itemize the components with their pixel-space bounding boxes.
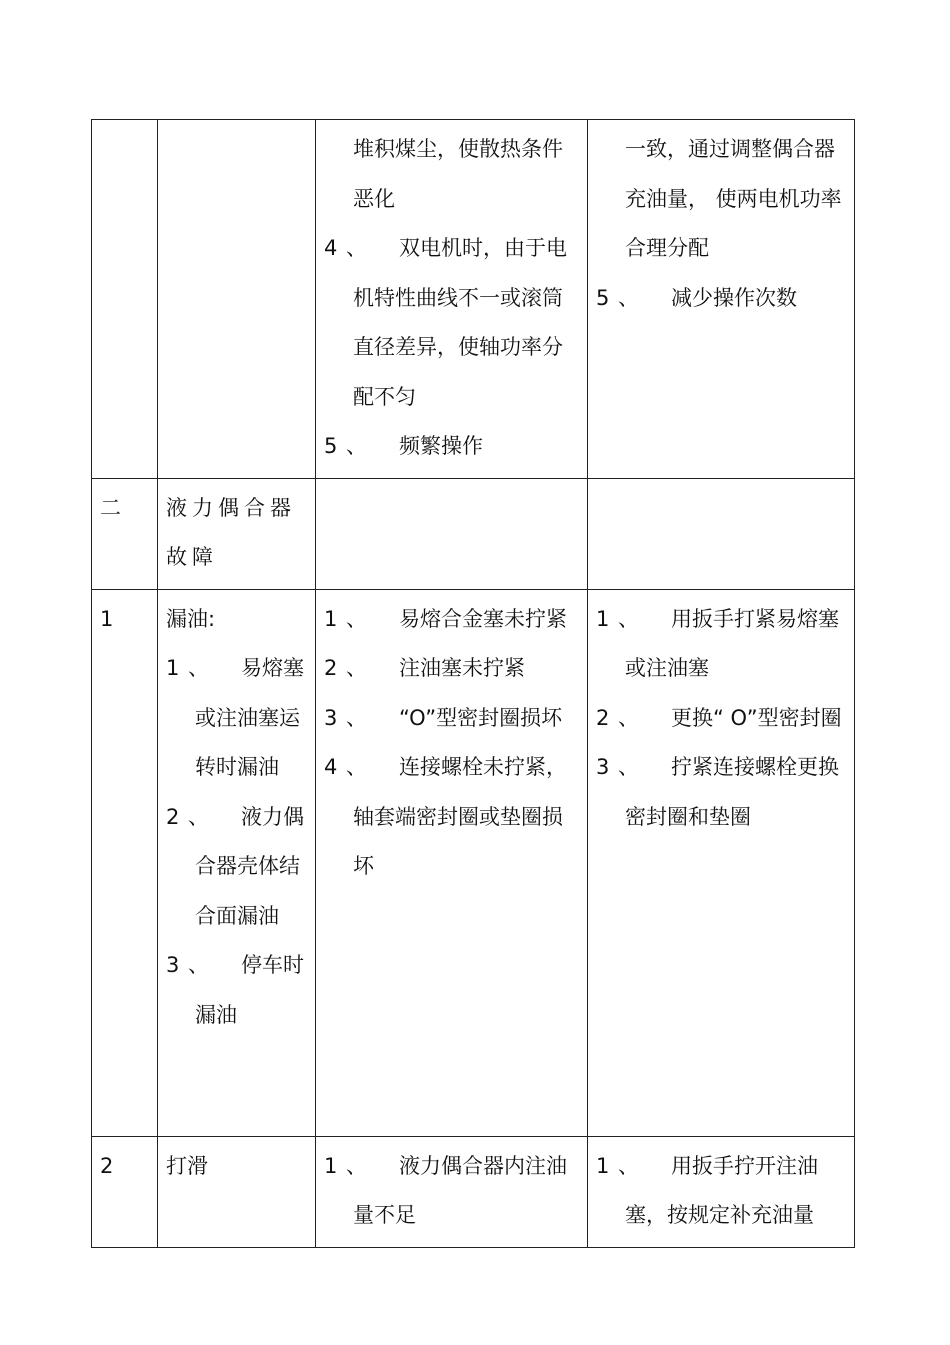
entry-number: 5 [324, 434, 338, 458]
cell-no: 2 [92, 1136, 158, 1247]
entry-separator: 、 [188, 804, 209, 829]
entry-text: 拧紧连接螺栓更换密封圈和垫圈 [625, 755, 839, 829]
entry-text: 易熔塞或注油塞运转时漏油 [195, 656, 304, 779]
entry-number: 1 [596, 606, 610, 631]
cell-item [158, 589, 316, 1136]
cell-cause [316, 1136, 588, 1247]
entry-number: 1 [166, 656, 180, 680]
entry-number: 1 [324, 606, 338, 631]
entry-number: 4 [324, 236, 338, 260]
entry-separator: 、 [188, 953, 209, 977]
cell-no [92, 120, 158, 479]
list-item [166, 644, 307, 793]
entry-number: 3 [166, 953, 180, 977]
entry-separator: 、 [618, 606, 639, 631]
cell-item [158, 120, 316, 479]
entry-text: 用扳手打紧易熔塞或注油塞 [625, 606, 839, 680]
list-item [324, 743, 579, 892]
entry-number: 3 [596, 755, 610, 779]
entry-number: 3 [324, 705, 338, 730]
table-row [92, 1136, 855, 1247]
entry-text: 打滑 [166, 1153, 208, 1178]
list-item [166, 941, 307, 1040]
entry-separator: 、 [618, 705, 639, 730]
entry-separator: 、 [618, 285, 639, 310]
list-item [324, 694, 579, 744]
entry-text: 更换“ O”型密封圈 [671, 705, 842, 730]
cell-no: 1 [92, 589, 158, 1136]
list-item [596, 1142, 846, 1241]
entry-separator: 、 [346, 656, 367, 680]
entry-text: 易熔合金塞未拧紧 [399, 606, 567, 631]
list-item [596, 743, 846, 842]
list-item [596, 595, 846, 694]
entry-text: 一致，通过调整偶合器充油量， 使两电机功率合理分配 [625, 137, 842, 260]
entry-text: 液力偶合器故障 [166, 495, 296, 569]
cell-item [158, 478, 316, 589]
entry-separator: 、 [188, 656, 209, 680]
entry-number: 2 [166, 804, 180, 829]
fault-table [91, 119, 855, 1248]
list-item [166, 793, 307, 942]
entry-number: 2 [596, 705, 610, 730]
entry-text: 液力偶合器内注油量不足 [353, 1153, 567, 1227]
list-item [324, 224, 579, 422]
entry-separator: 、 [346, 705, 367, 730]
entry-text: 液力偶合器壳体结合面漏油 [195, 804, 304, 928]
entry-text: 堆积煤尘，使散热条件恶化 [353, 137, 563, 211]
entry-number: 5 [596, 285, 610, 310]
cell-fix [588, 120, 855, 479]
cell-fix [588, 589, 855, 1136]
list-item [324, 1142, 579, 1241]
cell-fix [588, 478, 855, 589]
list-item [324, 644, 579, 694]
entry-separator: 、 [346, 434, 367, 458]
list-item [596, 694, 846, 744]
entry-number: 1 [596, 1153, 610, 1178]
entry-text: 频繁操作 [399, 434, 483, 458]
table-body [92, 120, 855, 1248]
entry-separator: 、 [346, 606, 367, 631]
entry-separator: 、 [346, 755, 367, 779]
entry-separator: 、 [346, 1153, 367, 1178]
list-item [324, 422, 579, 472]
entry-text: 注油塞未拧紧 [399, 656, 525, 680]
entry-separator: 、 [346, 236, 367, 260]
table-row [92, 478, 855, 589]
cell-cause [316, 120, 588, 479]
entry-separator: 、 [618, 1153, 639, 1178]
entry-number: 1 [324, 1153, 338, 1178]
entry-text: “O”型密封圈损坏 [399, 705, 563, 730]
entry-text: 漏油: [166, 606, 216, 631]
entry-number: 4 [324, 755, 338, 779]
cell-cause [316, 478, 588, 589]
entry-text: 双电机时，由于电机特性曲线不一或滚筒直径差异，使轴功率分配不匀 [353, 236, 567, 409]
cell-cause [316, 589, 588, 1136]
entry-text: 减少操作次数 [671, 285, 797, 310]
entry-number: 2 [324, 656, 338, 680]
cell-item [158, 1136, 316, 1247]
entry-text: 停车时漏油 [195, 953, 304, 1027]
table-row [92, 589, 855, 1136]
cell-no: 二 [92, 478, 158, 589]
list-item [324, 595, 579, 645]
cell-fix [588, 1136, 855, 1247]
entry-text: 用扳手拧开注油塞，按规定补充油量 [625, 1153, 818, 1227]
list-item [596, 274, 846, 324]
entry-separator: 、 [618, 755, 639, 779]
entry-text: 连接螺栓未拧紧，轴套端密封圈或垫圈损坏 [353, 755, 567, 878]
table-row [92, 120, 855, 479]
